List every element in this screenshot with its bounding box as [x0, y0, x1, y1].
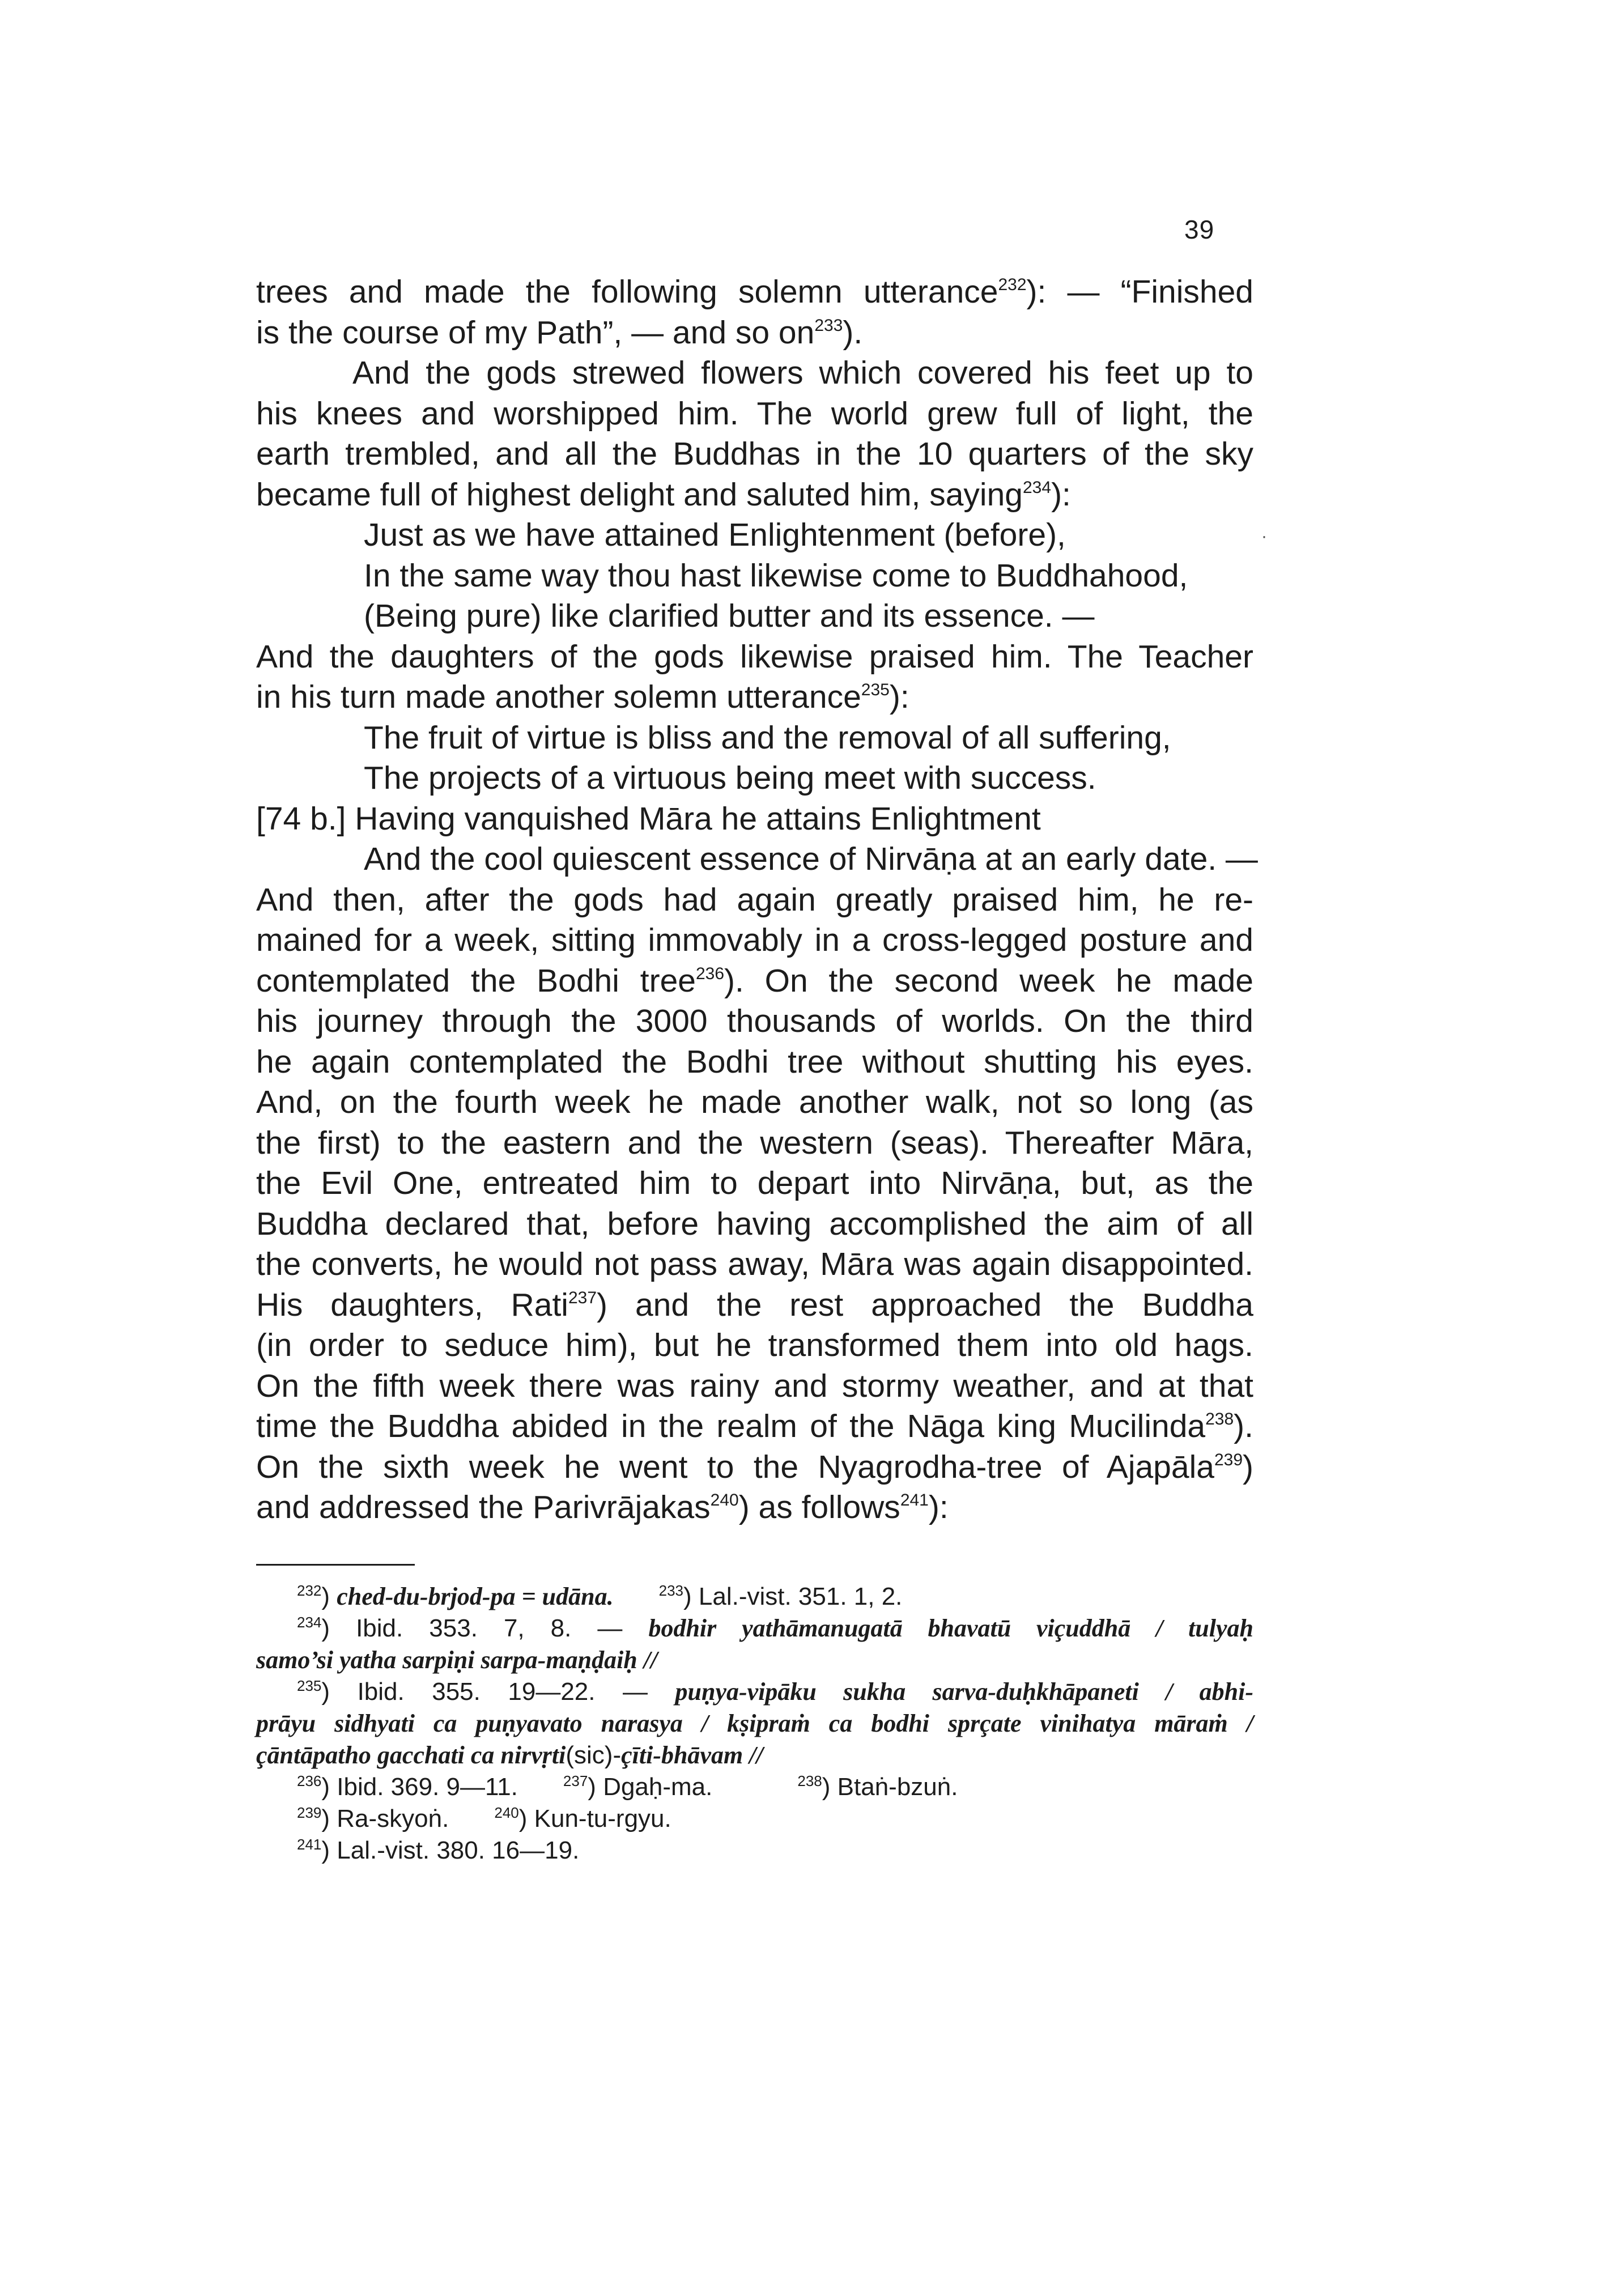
footnote-235-cont2: çāntāpatho gacchati ca nirvṛti(sic)-çīti-bhāvam // [256, 1741, 763, 1769]
text-line: his knees and worshipped him. The world grew full of light, the [256, 395, 1253, 432]
footnote-ref: 235 [861, 681, 890, 699]
text-line: he again contemplated the Bodhi tree without shutting his eyes. [256, 1043, 1253, 1080]
margin-mark: · [1261, 527, 1267, 546]
footnote-ref: 237 [568, 1288, 597, 1307]
footnote-ref: 240 [710, 1491, 739, 1510]
text-line: And then, after the gods had again greatly praised him, he re- [256, 881, 1253, 918]
verse-line: Just as we have attained Enlightenment (before), [364, 517, 1066, 553]
footnote-ref: 232 [998, 275, 1027, 294]
text-line: On the fifth week there was rainy and stormy weather, and at that [256, 1367, 1253, 1404]
text-line: became full of highest delight and saluted him, saying$^{234}$): [256, 476, 1071, 513]
footnote-ref: 238 [1205, 1410, 1234, 1428]
text-line: mained for a week, sitting immovably in a cross-legged posture and [256, 922, 1253, 958]
page-number: 39 [1184, 215, 1215, 244]
text-line: time the Buddha abided in the realm of the Nāga king Mucilinda$^{238}$). [256, 1408, 1253, 1444]
text-line: On the sixth week he went to the Nyagrodha-tree of Ajapāla$^{239}$) [256, 1448, 1253, 1485]
footnote-ref: 236 [695, 964, 725, 983]
main-text [256, 272, 1258, 1528]
text-line: Buddha declared that, before having accomplished the aim of all [256, 1205, 1253, 1242]
text-line: contemplated the Bodhi tree$^{236}$). On the second week he made [256, 962, 1253, 999]
text-line: the Evil One, entreated him to depart into Nirvāṇa, but, as the [256, 1165, 1253, 1201]
text-line: [74 b.] Having vanquished Māra he attains Enlightment [256, 800, 1041, 837]
text-line: earth trembled, and all the Buddhas in the 10 quarters of the sky [256, 436, 1253, 472]
text-line: and addressed the Parivrājakas$^{240}$) as follows$^{241}$): [256, 1489, 949, 1525]
footnote-ref: 233 [814, 316, 843, 335]
text-line: His daughters, Rati$^{237}$) and the rest approached the Buddha [256, 1286, 1253, 1323]
footnote-239-240: $^{239}$) Ra-skyoṅ. $^{240}$) Kun-tu-rgyu. [297, 1804, 671, 1832]
footnote-235: $^{235}$) Ibid. 355. 19—22. — puṇya-vipāku sukha sarva-duḥkhāpaneti / abhi- [297, 1677, 1253, 1706]
text-line: And the gods strewed flowers which covered his feet up to [352, 355, 1253, 391]
text-line: And, on the fourth week he made another walk, not so long (as [256, 1084, 1253, 1120]
text-line: the converts, he would not pass away, Māra was again disappointed. [256, 1246, 1253, 1282]
verse-line: And the cool quiescent essence of Nirvāṇa at an early date. — [364, 841, 1258, 877]
verse-line: The fruit of virtue is bliss and the removal of all suffering, [364, 719, 1171, 756]
footnote-236-238: $^{236}$) Ibid. 369. 9—11. $^{237}$) Dgaḥ-ma. $^{238}$) Btaṅ-bzuṅ. [297, 1772, 958, 1801]
verse-line: The projects of a virtuous being meet with success. [364, 760, 1096, 796]
verse-line: In the same way thou hast likewise come to Buddhahood, [364, 557, 1188, 594]
text-line: is the course of my Path”, — and so $on^{233}$). [256, 314, 863, 351]
footnote-ref: 241 [900, 1491, 929, 1510]
footnote-234-cont: samo’si yatha sarpiṇi sarpa-maṇḍaiḥ // [256, 1646, 658, 1674]
text-line: his journey through the 3000 thousands of worlds. On the third [256, 1003, 1253, 1039]
text-line: in his turn made another solemn utterance$^{235}$): [256, 679, 909, 715]
footnote-235-cont: prāyu sidhyati ca puṇyavato narasya / kṣipraṁ ca bodhi sprçate vinihatya māraṁ / [256, 1710, 1253, 1737]
verse-line: (Being pure) like clarified butter and its essence. — [364, 598, 1095, 634]
footnote-rule [256, 1564, 415, 1566]
footnote-ref: 234 [1023, 478, 1052, 497]
text-line: the first) to the eastern and the western (seas). Thereafter Māra, [256, 1124, 1253, 1161]
text-line: (in order to seduce him), but he transformed them into old hags. [256, 1327, 1253, 1363]
footnotes [256, 1581, 1253, 1866]
text-line: trees and made the following solemn utterance$^{232}$): — “Finished [256, 274, 1254, 310]
text-line: And the daughters of the gods likewise praised him. The Teacher [256, 638, 1253, 675]
footnote-241: $^{241}$) Lal.-vist. 380. 16—19. [297, 1836, 580, 1864]
footnote-232-233: $^{232}$) ched-du-brjod-pa = udāna. $^{233}$) Lal.-vist. 351. 1, 2. [297, 1582, 903, 1610]
footnote-234: $^{234}$) Ibid. 353. 7, 8. — bodhir yathāmanugatā bhavatū viçuddhā / tulyaḥ [297, 1614, 1253, 1642]
footnote-ref: 239 [1214, 1450, 1243, 1469]
